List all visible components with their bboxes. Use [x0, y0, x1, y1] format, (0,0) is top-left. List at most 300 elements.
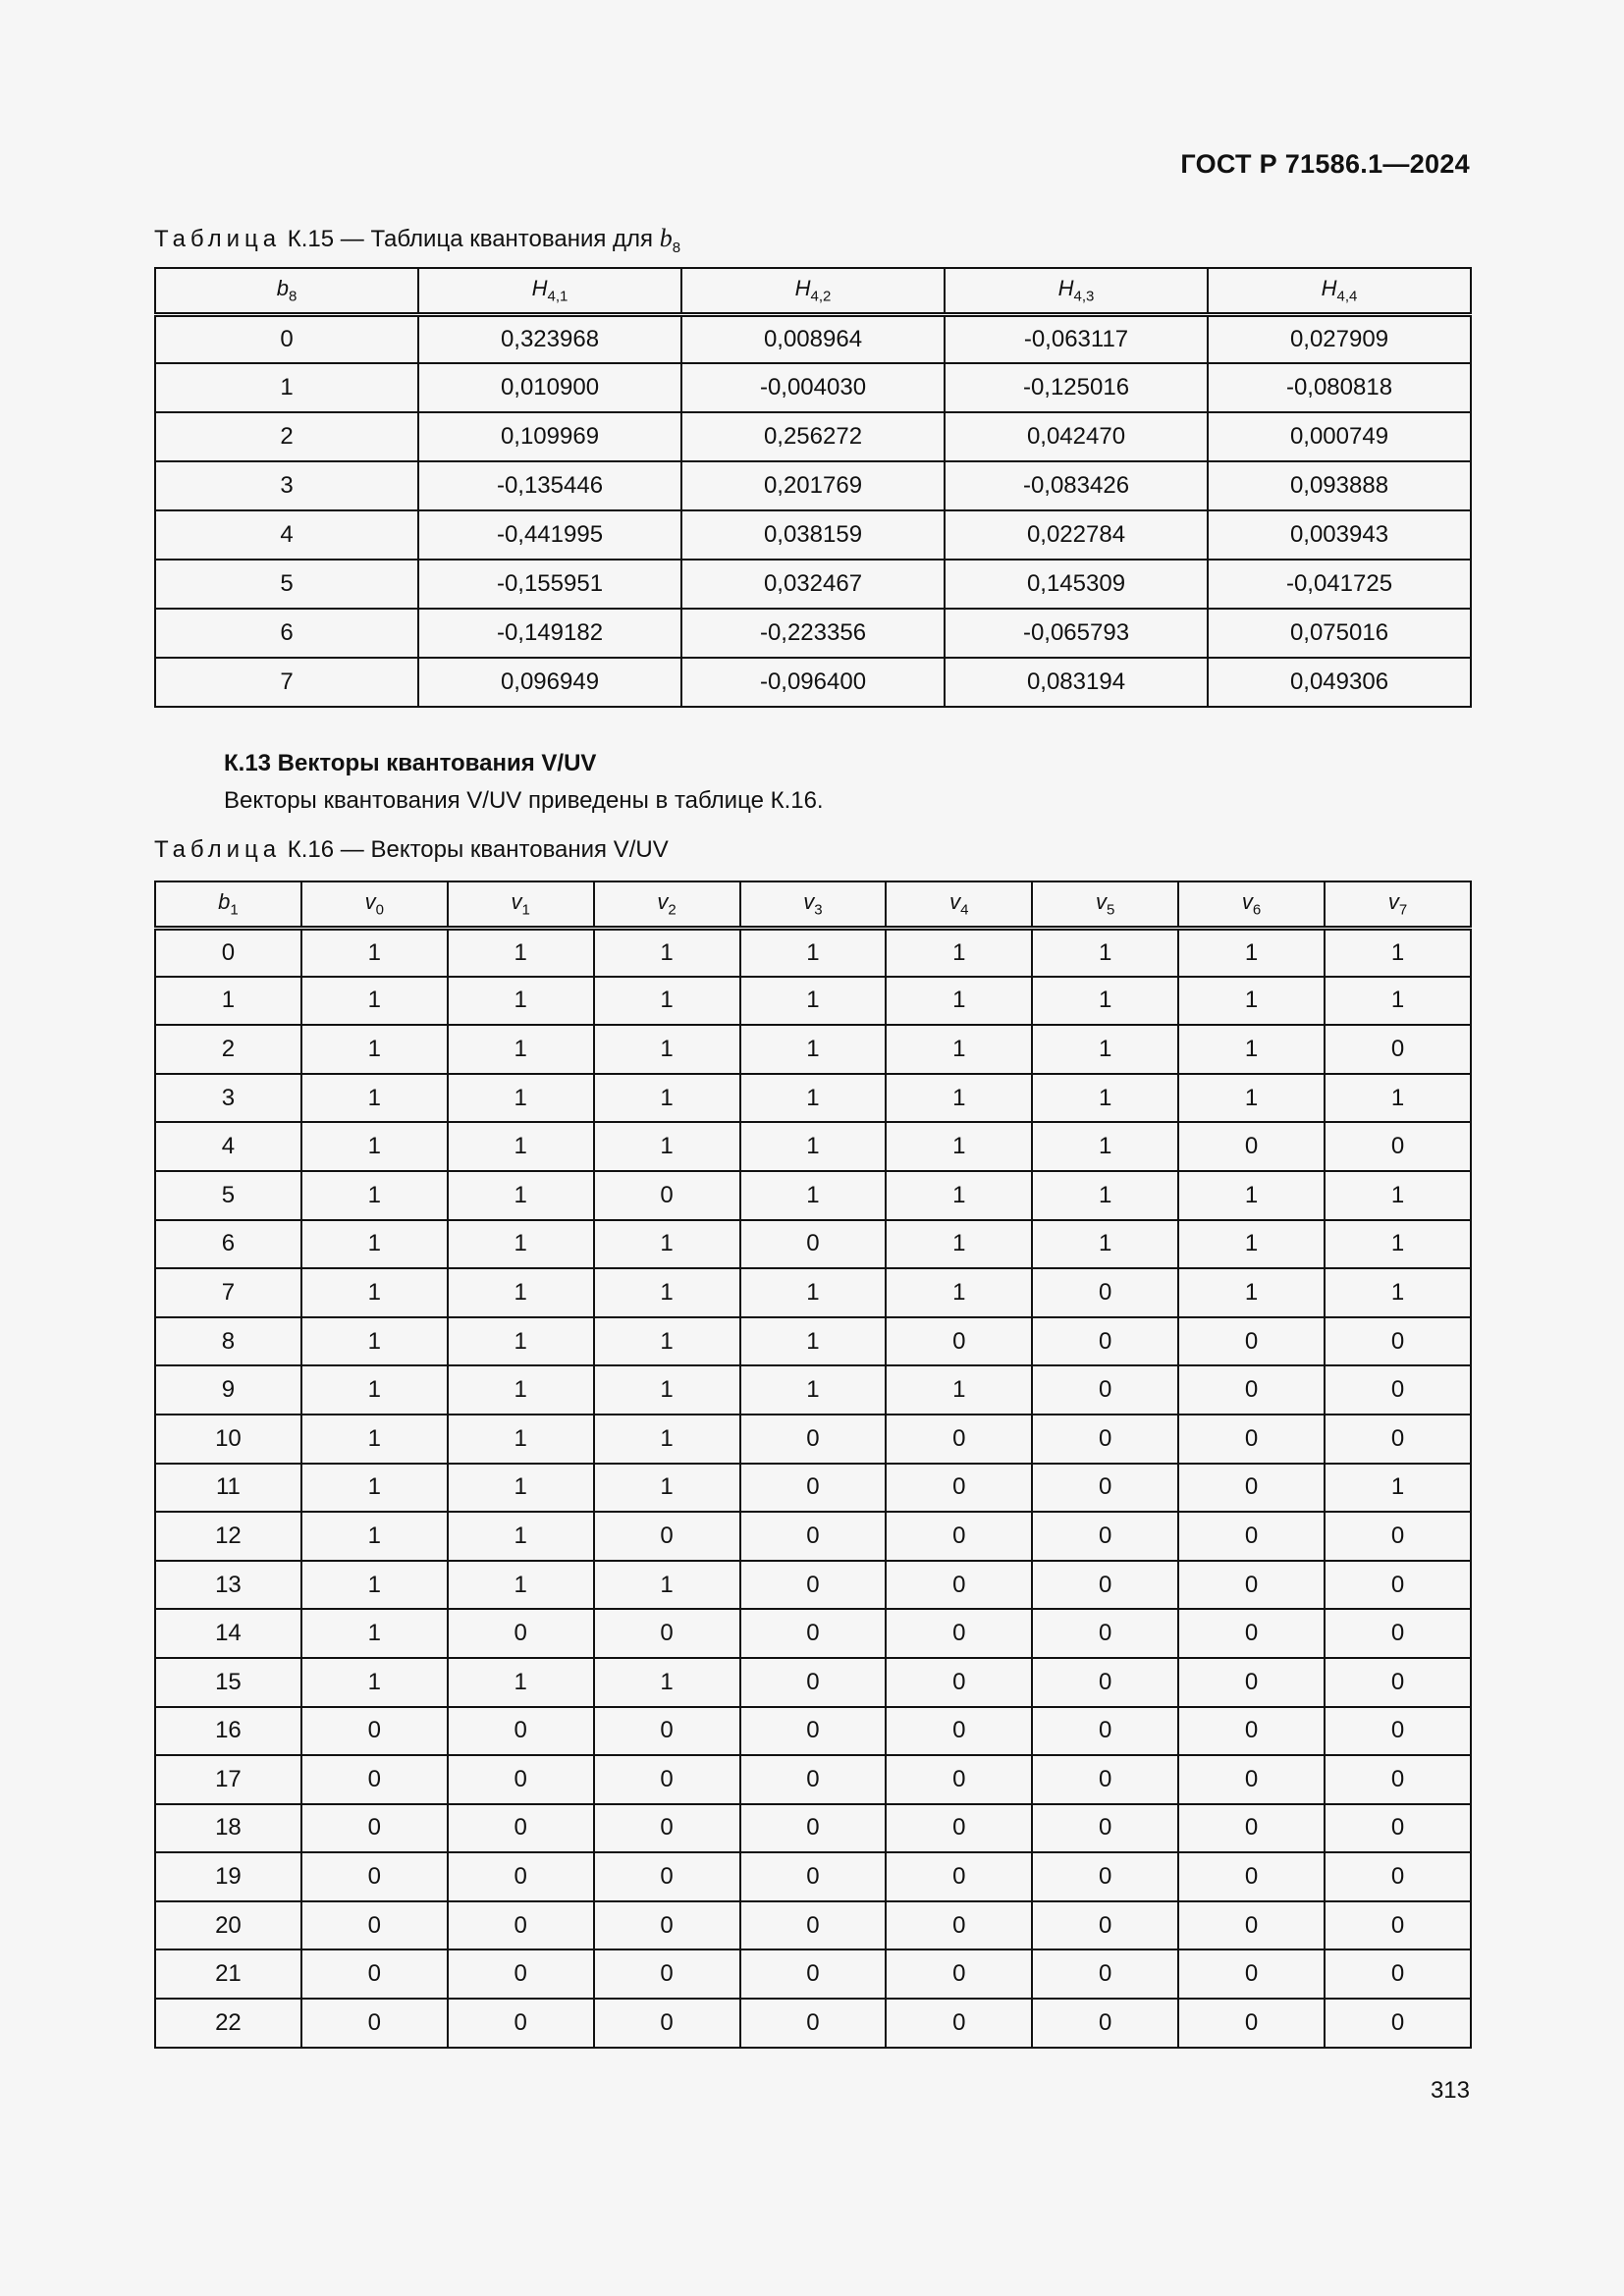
column-header-symbol: H: [1321, 276, 1337, 301]
table-cell: 0,000749: [1208, 412, 1471, 461]
table-cell: 0: [155, 928, 301, 977]
table-cell: -0,004030: [681, 363, 945, 412]
table-cell: 0: [1178, 1755, 1325, 1804]
section-heading: К.13 Векторы квантования V/UV: [224, 750, 597, 776]
table-cell: 0: [1325, 1755, 1471, 1804]
table-cell: -0,135446: [418, 461, 681, 510]
table-cell: 1: [448, 1415, 594, 1464]
table-cell: 1: [1178, 1025, 1325, 1074]
table-cell: 21: [155, 1949, 301, 1999]
table-cell: 1: [594, 1365, 740, 1415]
table-cell: 0: [1032, 1949, 1178, 1999]
table-cell: 0: [886, 1949, 1032, 1999]
table-cell: 0: [594, 1999, 740, 2048]
table-cell: 0: [1178, 1464, 1325, 1513]
table-cell: 0: [1178, 1658, 1325, 1707]
table-cell: 0: [1178, 1365, 1325, 1415]
table-cell: 1: [448, 1317, 594, 1366]
table-cell: 1: [740, 1122, 887, 1171]
table-cell: 5: [155, 1171, 301, 1220]
table-cell: 0,083194: [945, 658, 1208, 707]
table-row: [155, 1755, 1471, 1804]
table-cell: 0: [1178, 1804, 1325, 1853]
table-cell: 0: [1178, 1415, 1325, 1464]
table-cell: -0,096400: [681, 658, 945, 707]
table-cell: 0,093888: [1208, 461, 1471, 510]
table-cell: 0: [1325, 1949, 1471, 1999]
table-cell: 4: [155, 510, 418, 560]
table-cell: 1: [1325, 1464, 1471, 1513]
column-header-subscript: 0: [375, 901, 384, 919]
table-cell: 0: [1032, 1658, 1178, 1707]
column-header: [681, 268, 945, 314]
column-header: [418, 268, 681, 314]
table-k16-caption: [154, 836, 669, 864]
table-cell: -0,441995: [418, 510, 681, 560]
table-cell: 0,075016: [1208, 609, 1471, 658]
table-cell: 1: [448, 1268, 594, 1317]
table-cell: 0,256272: [681, 412, 945, 461]
table-cell: 1: [301, 1317, 448, 1366]
table-cell: 0: [301, 1755, 448, 1804]
table-cell: 0: [1178, 1317, 1325, 1366]
table-cell: 0: [740, 1512, 887, 1561]
table-cell: 1: [1325, 1268, 1471, 1317]
table-row: [155, 510, 1471, 560]
column-header-symbol: v: [1241, 889, 1253, 915]
table-cell: 0: [1178, 1852, 1325, 1901]
table-row: [155, 1074, 1471, 1123]
table-row: [155, 1415, 1471, 1464]
table-cell: 11: [155, 1464, 301, 1513]
table-header-row: [155, 881, 1471, 928]
table-cell: 0: [1325, 1512, 1471, 1561]
table-row: [155, 314, 1471, 363]
table-cell: 1: [1178, 1268, 1325, 1317]
table-k15-caption: [154, 224, 680, 256]
table-cell: 0: [301, 1707, 448, 1756]
column-header-symbol: b: [218, 889, 231, 915]
column-header: [945, 268, 1208, 314]
table-cell: 0: [740, 1804, 887, 1853]
table-cell: 1: [448, 928, 594, 977]
table-cell: 0: [1032, 1365, 1178, 1415]
column-header-subscript: 4,3: [1073, 288, 1095, 305]
table-row: [155, 1707, 1471, 1756]
table-k15-caption-sub: 8: [672, 239, 681, 256]
table-cell: 10: [155, 1415, 301, 1464]
table-cell: 1: [740, 1025, 887, 1074]
table-cell: 0: [740, 1415, 887, 1464]
table-cell: 0: [1325, 1122, 1471, 1171]
column-header-symbol: v: [1096, 889, 1108, 915]
table-cell: 0: [740, 1609, 887, 1658]
table-k15-caption-text: К.15 — Таблица квантования для: [281, 226, 660, 252]
column-header: [448, 881, 594, 928]
table-cell: 1: [740, 1171, 887, 1220]
table-cell: 0: [1178, 1707, 1325, 1756]
column-header-symbol: b: [276, 276, 289, 301]
table-cell: 0,096949: [418, 658, 681, 707]
table-cell: 6: [155, 609, 418, 658]
table-cell: 1: [1032, 1025, 1178, 1074]
document-title: ГОСТ Р 71586.1—2024: [1180, 149, 1470, 179]
column-header-symbol: v: [657, 889, 669, 915]
table-cell: 5: [155, 560, 418, 609]
table-cell: 0: [1032, 1999, 1178, 2048]
table-cell: 1: [1325, 1171, 1471, 1220]
table-cell: 1: [301, 1561, 448, 1610]
table-cell: 1: [448, 1512, 594, 1561]
table-row: [155, 1949, 1471, 1999]
table-row: [155, 1171, 1471, 1220]
table-cell: 0,042470: [945, 412, 1208, 461]
table-row: [155, 1658, 1471, 1707]
table-cell: 16: [155, 1707, 301, 1756]
table-cell: 1: [301, 1365, 448, 1415]
table-cell: 0,323968: [418, 314, 681, 363]
table-cell: 1: [594, 977, 740, 1026]
table-row: [155, 1464, 1471, 1513]
table-cell: 0: [1178, 1512, 1325, 1561]
table-cell: 0: [886, 1609, 1032, 1658]
table-cell: 0: [1032, 1268, 1178, 1317]
table-cell: 0: [886, 1561, 1032, 1610]
table-cell: 0: [1178, 1122, 1325, 1171]
table-row: [155, 363, 1471, 412]
table-cell: 1: [301, 977, 448, 1026]
table-cell: 0: [301, 1852, 448, 1901]
column-header-symbol: v: [511, 889, 522, 915]
table-cell: 0: [448, 1707, 594, 1756]
table-cell: 0: [1325, 1025, 1471, 1074]
table-cell: 0: [1325, 1365, 1471, 1415]
table-cell: 1: [740, 977, 887, 1026]
table-cell: 1: [301, 1464, 448, 1513]
table-cell: 2: [155, 412, 418, 461]
table-cell: 0: [448, 1999, 594, 2048]
table-cell: -0,155951: [418, 560, 681, 609]
table-cell: 0: [886, 1317, 1032, 1366]
table-cell: 1: [1325, 928, 1471, 977]
table-k15-caption-prefix: Таблица: [154, 226, 282, 252]
table-cell: 0,008964: [681, 314, 945, 363]
table-cell: 1: [448, 1365, 594, 1415]
table-cell: 1: [886, 928, 1032, 977]
table-cell: 1: [1325, 977, 1471, 1026]
table-cell: 0: [1325, 1707, 1471, 1756]
table-cell: 0: [740, 1707, 887, 1756]
table-cell: 1: [448, 1171, 594, 1220]
column-header-symbol: v: [364, 889, 376, 915]
table-cell: 0: [886, 1755, 1032, 1804]
column-header: [1032, 881, 1178, 928]
table-cell: 1: [301, 1268, 448, 1317]
table-cell: 1: [301, 1074, 448, 1123]
table-cell: 4: [155, 1122, 301, 1171]
table-cell: 1: [740, 1365, 887, 1415]
table-cell: 0: [1032, 1852, 1178, 1901]
table-cell: 0: [594, 1171, 740, 1220]
table-cell: 0: [1325, 1609, 1471, 1658]
table-row: [155, 1317, 1471, 1366]
table-cell: 0: [1325, 1561, 1471, 1610]
table-cell: 20: [155, 1901, 301, 1950]
table-cell: 0: [1325, 1317, 1471, 1366]
table-row: [155, 928, 1471, 977]
table-cell: 0: [448, 1804, 594, 1853]
table-cell: 0: [301, 1804, 448, 1853]
column-header: [886, 881, 1032, 928]
table-cell: 1: [301, 1220, 448, 1269]
table-cell: -0,125016: [945, 363, 1208, 412]
table-cell: 1: [301, 1171, 448, 1220]
table-row: [155, 1365, 1471, 1415]
table-cell: 9: [155, 1365, 301, 1415]
table-cell: 22: [155, 1999, 301, 2048]
table-cell: 0: [740, 1852, 887, 1901]
column-header-symbol: v: [949, 889, 961, 915]
table-cell: 1: [594, 1122, 740, 1171]
table-cell: 1: [594, 928, 740, 977]
table-cell: 0: [594, 1512, 740, 1561]
table-cell: 0: [1032, 1512, 1178, 1561]
table-cell: 0,109969: [418, 412, 681, 461]
table-cell: 0,201769: [681, 461, 945, 510]
table-cell: 1: [594, 1317, 740, 1366]
table-cell: 0: [886, 1415, 1032, 1464]
table-cell: 0: [740, 1220, 887, 1269]
table-cell: 0: [1178, 1609, 1325, 1658]
column-header: [1178, 881, 1325, 928]
column-header-subscript: 4,1: [547, 288, 568, 305]
table-cell: 0: [1325, 1901, 1471, 1950]
table-cell: 0,032467: [681, 560, 945, 609]
column-header-subscript: 4,2: [810, 288, 832, 305]
table-cell: 1: [301, 928, 448, 977]
column-header-subscript: 6: [1252, 901, 1262, 919]
table-cell: 1: [1178, 1074, 1325, 1123]
table-cell: 0,010900: [418, 363, 681, 412]
column-header-symbol: H: [1057, 276, 1074, 301]
table-cell: 3: [155, 1074, 301, 1123]
table-cell: 1: [448, 1122, 594, 1171]
table-row: [155, 1025, 1471, 1074]
table-cell: 0: [1032, 1707, 1178, 1756]
table-cell: 1: [886, 1171, 1032, 1220]
table-row: [155, 461, 1471, 510]
table-cell: 0: [448, 1755, 594, 1804]
table-cell: 1: [448, 977, 594, 1026]
table-cell: 1: [594, 1658, 740, 1707]
table-row: [155, 1609, 1471, 1658]
table-row: [155, 1220, 1471, 1269]
table-cell: 0: [594, 1755, 740, 1804]
table-cell: 1: [1032, 1171, 1178, 1220]
table-cell: 1: [594, 1025, 740, 1074]
table-row: [155, 560, 1471, 609]
table-cell: 0: [301, 1999, 448, 2048]
table-cell: 13: [155, 1561, 301, 1610]
table-cell: -0,065793: [945, 609, 1208, 658]
column-header-subscript: 7: [1398, 901, 1408, 919]
table-cell: 0,003943: [1208, 510, 1471, 560]
table-cell: 0: [1178, 1999, 1325, 2048]
table-cell: 0: [1032, 1464, 1178, 1513]
table-cell: 0: [740, 1561, 887, 1610]
table-cell: 1: [594, 1220, 740, 1269]
table-cell: 0: [886, 1999, 1032, 2048]
table-cell: 1: [740, 1268, 887, 1317]
table-cell: 14: [155, 1609, 301, 1658]
table-cell: -0,041725: [1208, 560, 1471, 609]
table-cell: 0: [1032, 1755, 1178, 1804]
table-cell: 12: [155, 1512, 301, 1561]
table-cell: -0,149182: [418, 609, 681, 658]
column-header-symbol: v: [1387, 889, 1399, 915]
table-cell: 15: [155, 1658, 301, 1707]
table-cell: 1: [594, 1464, 740, 1513]
table-cell: 0: [448, 1609, 594, 1658]
table-cell: 1: [740, 928, 887, 977]
table-cell: 0: [1032, 1317, 1178, 1366]
table-cell: 7: [155, 1268, 301, 1317]
table-cell: 0: [886, 1464, 1032, 1513]
table-cell: 0: [155, 314, 418, 363]
table-cell: 0: [886, 1658, 1032, 1707]
table-cell: 0: [740, 1464, 887, 1513]
table-cell: 1: [301, 1122, 448, 1171]
table-row: [155, 658, 1471, 707]
table-cell: 0: [886, 1512, 1032, 1561]
table-k16-caption-text: К.16 — Векторы квантования V/UV: [281, 836, 669, 863]
table-row: [155, 1512, 1471, 1561]
table-cell: 0,022784: [945, 510, 1208, 560]
vuv-quantization-vectors-table: [154, 881, 1472, 2049]
table-cell: 1: [1032, 1220, 1178, 1269]
table-cell: 1: [886, 1025, 1032, 1074]
table-cell: 0: [1032, 1561, 1178, 1610]
table-cell: 1: [886, 1122, 1032, 1171]
table-cell: 0: [1178, 1949, 1325, 1999]
table-row: [155, 1122, 1471, 1171]
table-cell: 17: [155, 1755, 301, 1804]
table-k16-caption-prefix: Таблица: [154, 836, 282, 863]
table-cell: 0: [1325, 1415, 1471, 1464]
table-cell: 1: [448, 1074, 594, 1123]
table-cell: 1: [886, 1220, 1032, 1269]
table-cell: 1: [448, 1561, 594, 1610]
table-cell: 0: [1032, 1901, 1178, 1950]
table-cell: 1: [448, 1220, 594, 1269]
table-row: [155, 977, 1471, 1026]
table-cell: 0: [448, 1852, 594, 1901]
table-cell: 18: [155, 1804, 301, 1853]
table-cell: 0: [448, 1901, 594, 1950]
table-cell: 0: [740, 1949, 887, 1999]
table-cell: 0: [1325, 1999, 1471, 2048]
table-cell: 0: [448, 1949, 594, 1999]
table-cell: 1: [1325, 1074, 1471, 1123]
column-header-subscript: 1: [230, 901, 239, 919]
table-cell: 6: [155, 1220, 301, 1269]
column-header: [740, 881, 887, 928]
table-cell: 1: [301, 1658, 448, 1707]
column-header-subscript: 5: [1107, 901, 1115, 919]
column-header: [1325, 881, 1471, 928]
table-cell: 1: [448, 1025, 594, 1074]
table-row: [155, 1268, 1471, 1317]
table-cell: 7: [155, 658, 418, 707]
table-cell: 2: [155, 1025, 301, 1074]
table-cell: 0,038159: [681, 510, 945, 560]
column-header-symbol: H: [794, 276, 811, 301]
column-header-subscript: 1: [521, 901, 530, 919]
table-cell: 0: [594, 1949, 740, 1999]
table-cell: 0: [1032, 1415, 1178, 1464]
table-cell: 0,027909: [1208, 314, 1471, 363]
column-header: [594, 881, 740, 928]
table-cell: 0: [886, 1852, 1032, 1901]
column-header-subscript: 4: [960, 901, 969, 919]
table-cell: 1: [594, 1561, 740, 1610]
table-cell: 1: [301, 1512, 448, 1561]
table-cell: 0: [594, 1707, 740, 1756]
table-cell: 1: [1178, 1171, 1325, 1220]
table-cell: 1: [594, 1415, 740, 1464]
table-cell: 0,049306: [1208, 658, 1471, 707]
table-cell: 0: [594, 1804, 740, 1853]
table-cell: 1: [1032, 928, 1178, 977]
table-cell: 1: [1032, 1074, 1178, 1123]
table-cell: 1: [594, 1074, 740, 1123]
table-cell: -0,223356: [681, 609, 945, 658]
table-cell: 1: [886, 1074, 1032, 1123]
table-row: [155, 1999, 1471, 2048]
table-cell: 1: [1032, 1122, 1178, 1171]
table-cell: 0: [1178, 1561, 1325, 1610]
table-cell: 1: [301, 1025, 448, 1074]
table-cell: 0: [740, 1901, 887, 1950]
table-cell: 1: [886, 977, 1032, 1026]
table-cell: 0: [886, 1707, 1032, 1756]
table-cell: 0: [1325, 1852, 1471, 1901]
table-cell: 0: [301, 1949, 448, 1999]
table-cell: 0: [1178, 1901, 1325, 1950]
column-header-symbol: v: [803, 889, 815, 915]
table-cell: 1: [155, 363, 418, 412]
table-header-row: [155, 268, 1471, 314]
column-header: [301, 881, 448, 928]
section-text: Векторы квантования V/UV приведены в таблице К.16.: [224, 787, 824, 814]
column-header-subscript: 8: [288, 288, 298, 305]
page-number: 313: [1430, 2077, 1470, 2104]
table-cell: -0,080818: [1208, 363, 1471, 412]
table-cell: 0: [1325, 1658, 1471, 1707]
table-cell: 19: [155, 1852, 301, 1901]
column-header: [155, 881, 301, 928]
table-cell: 1: [1178, 977, 1325, 1026]
table-cell: 0: [1032, 1609, 1178, 1658]
column-header-subscript: 4,4: [1336, 288, 1358, 305]
table-row: [155, 609, 1471, 658]
table-cell: 1: [886, 1365, 1032, 1415]
column-header: [155, 268, 418, 314]
table-cell: 1: [594, 1268, 740, 1317]
table-cell: 0: [740, 1999, 887, 2048]
table-cell: 1: [1325, 1220, 1471, 1269]
table-cell: -0,083426: [945, 461, 1208, 510]
